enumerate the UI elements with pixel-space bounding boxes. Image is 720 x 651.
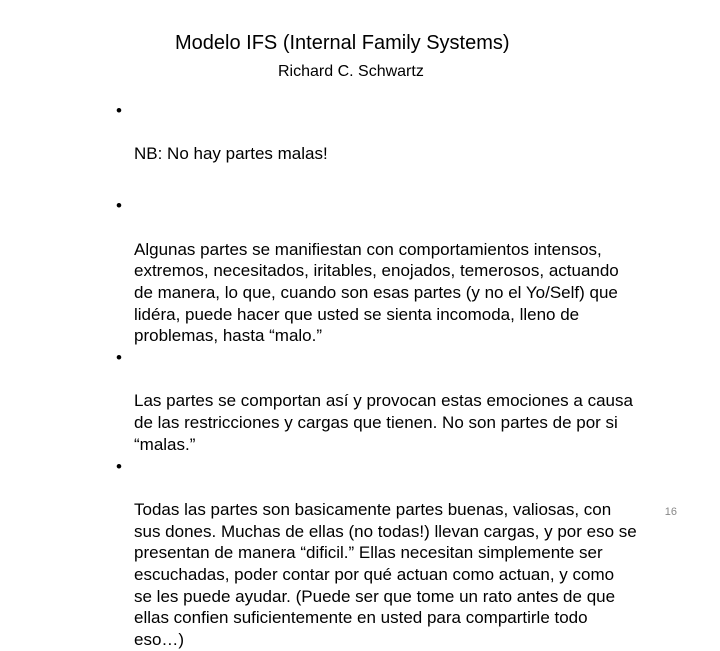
bullet-text: Algunas partes se manifiestan con comportamientos intensos, extremos, necesitados, iritables, enojados, temerosos, actuando de manera, lo que, cuando son esas partes (y no el Yo/Self) que lidéra, puede hacer que usted se sienta incomoda, lleno de problemas, hasta “malo.” (134, 239, 619, 346)
bullet-text: NB: No hay partes malas! (134, 144, 328, 164)
slide-subtitle: Richard C. Schwartz (278, 63, 424, 80)
bullet-marker: • (116, 348, 122, 368)
slide-title-container (0, 30, 720, 56)
bullet-list (116, 100, 716, 651)
bullet-item-nb (116, 100, 716, 165)
bullet-text: Todas las partes son basicamente partes buenas, valiosas, con sus dones. Muchas de ellas (no todas!) llevan cargas, y por eso se presentan de manera “dificil.” Ellas necesitan simplemente ser escuchadas, poder contar por qué actuan como actuan, y como se les puede ayudar. (Puede ser que tome un rato antes de que ellas confien suficientemente en usted para compartirle todo eso…) (134, 499, 637, 650)
bullet-text: Las partes se comportan así y provocan estas emociones a causa de las restricciones y cargas que tienen. No son partes de por si “malas.” (134, 391, 633, 454)
slide-title: Modelo IFS (Internal Family Systems) (175, 32, 510, 54)
bullet-item-intense-parts (116, 195, 716, 347)
bullet-item-all-parts-good (116, 456, 716, 651)
bullet-marker: • (116, 101, 122, 120)
bullet-item-burdens (116, 347, 716, 456)
page-number: 16 (664, 506, 677, 518)
bullet-marker: • (116, 196, 122, 216)
bullet-marker: • (116, 456, 122, 476)
